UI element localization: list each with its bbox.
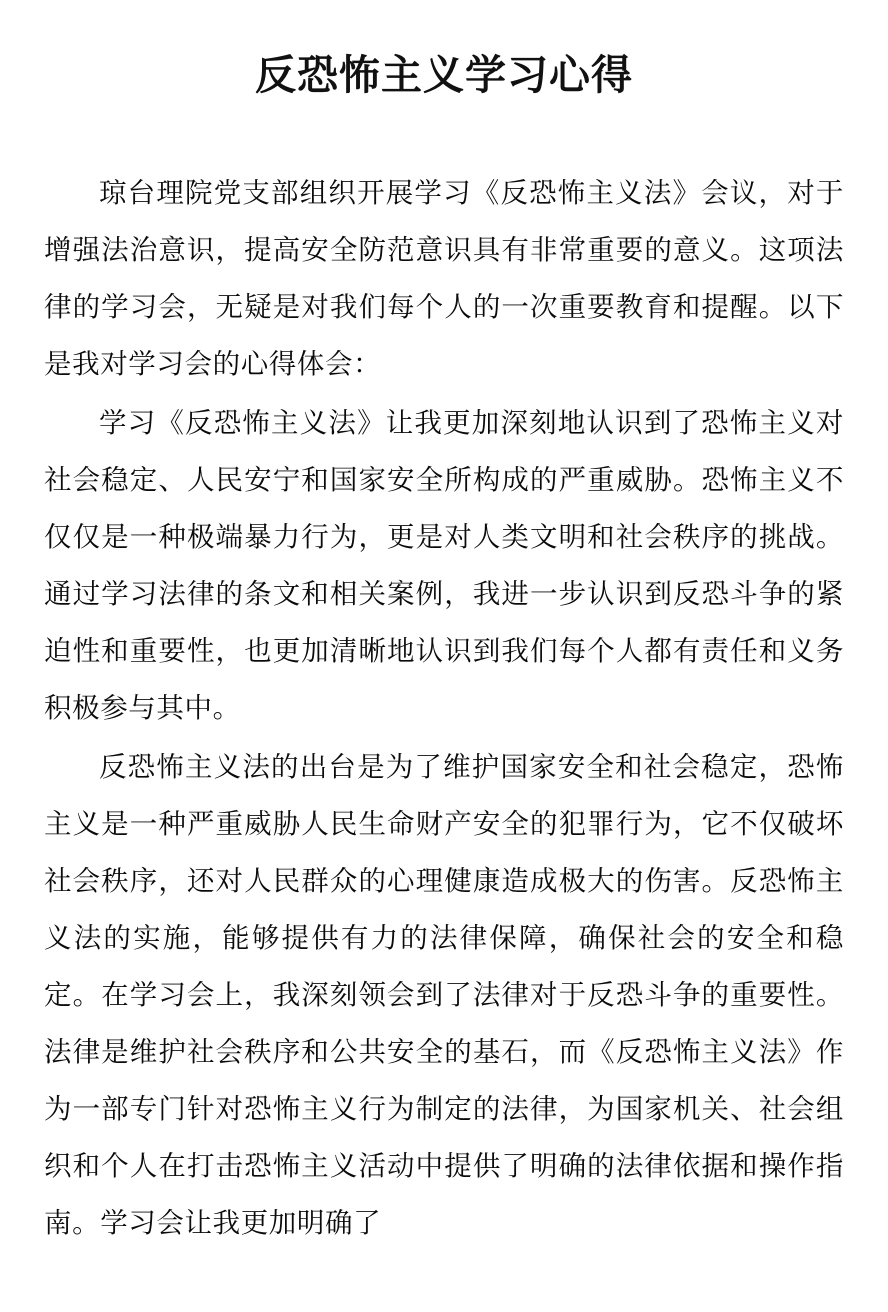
paragraph: 学习《反恐怖主义法》让我更加深刻地认识到了恐怖主义对社会稳定、人民安宁和国家安全所构成的严重威胁。恐怖主义不仅仅是一种极端暴力行为，更是对人类文明和社会秩序的挑战。通过学习法律的条文和相关案例，我进一步认识到反恐斗争的紧迫性和重要性，也更加清晰地认识到我们每个人都有责任和义务积极参与其中。 [44, 407, 844, 725]
paragraph: 琼台理院党支部组织开展学习《反恐怖主义法》会议，对于增强法治意识，提高安全防范意识具有非常重要的意义。这项法律的学习会，无疑是对我们每个人的一次重要教育和提醒。以下是我对学习会的心得体会： [44, 177, 844, 381]
paragraph: 反恐怖主义法的出台是为了维护国家安全和社会稳定，恐怖主义是一种严重威胁人民生命财产安全的犯罪行为，它不仅破坏社会秩序，还对人民群众的心理健康造成极大的伤害。反恐怖主义法的实施，能够提供有力的法律保障，确保社会的安全和稳定。在学习会上，我深刻领会到了法律对于反恐斗争的重要性。法律是维护社会秩序和公共安全的基石，而《反恐怖主义法》作为一部专门针对恐怖主义行为制定的法律，为国家机关、社会组织和个人在打击恐怖主义活动中提供了明确的法律依据和操作指南。学习会让我更加明确了 [44, 751, 844, 1240]
page-title: 反恐怖主义学习心得 [255, 51, 633, 99]
document-body [44, 165, 844, 1252]
